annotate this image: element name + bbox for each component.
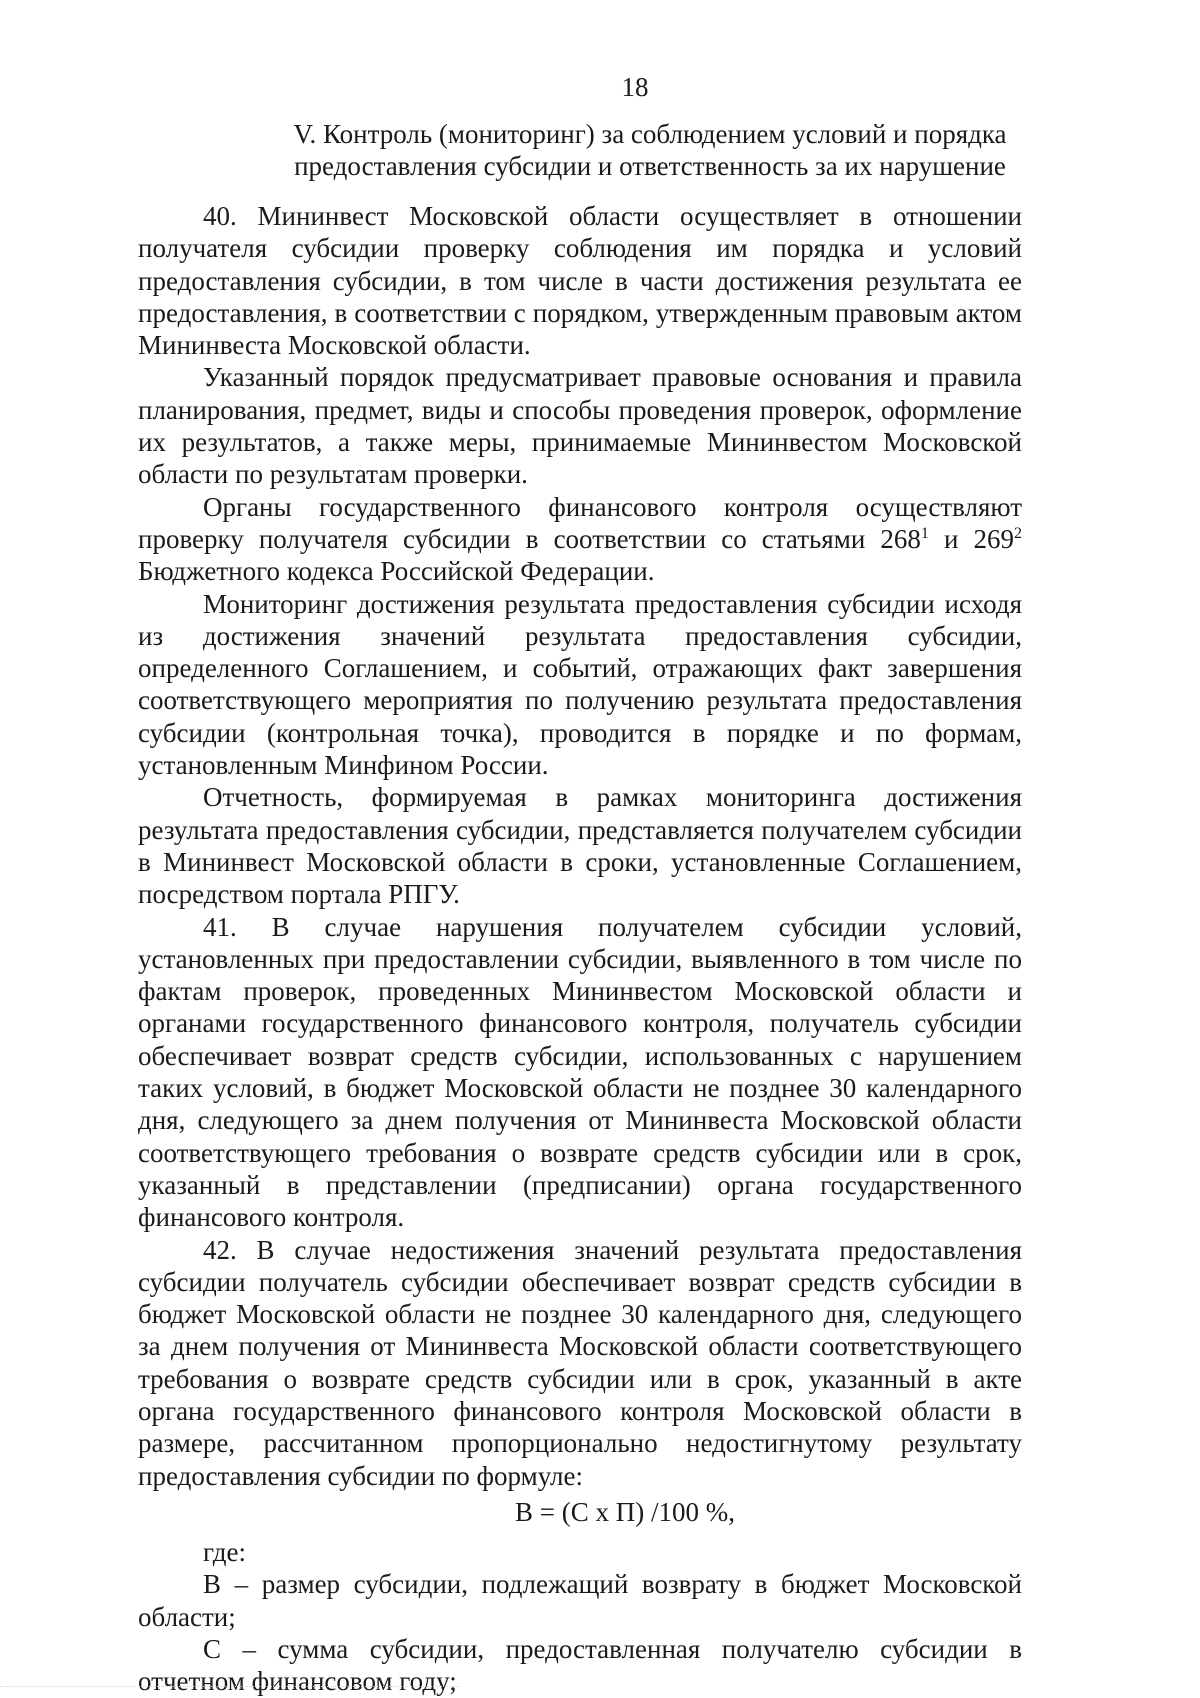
refund-formula: В = (С х П) /100 %,: [515, 1496, 735, 1527]
paragraph-40-monitoring: Мониторинг достижения результата предоставления субсидии исходя из достижения значений результата предоставления субсидии, определенного Соглашением, и событий, отражающих факт завершения соответствующего мероприятия по получению результата предоставления субсидии (контрольная точка), проводится в порядке и по формам, установленным Минфином России.: [138, 588, 1022, 781]
document-body: [138, 200, 1022, 1698]
section-heading: [290, 118, 1010, 182]
formula-where: где:: [203, 1537, 246, 1568]
paragraph-40-financial-control-mid: и 269: [928, 523, 1014, 554]
paragraph-40-financial-control-end: Бюджетного кодекса Российской Федерации.: [138, 556, 655, 587]
paragraph-40: 40. Мининвест Московской области осуществляет в отношении получателя субсидии проверку соблюдения им порядка и условий предоставления субсидии, в том числе в части достижения результата ее предоставления, в соответствии с порядком, утвержденным правовым актом Мининвеста Московской области.: [138, 201, 1022, 361]
paragraph-40-financial-control: [138, 491, 1022, 588]
scan-artifact-line: [0, 1683, 460, 1687]
paragraph-41: 41. В случае нарушения получателем субсидии условий, установленных при предоставлении субсидии, выявленного в том числе по фактам проверок, проведенных Мининвестом Московской области и органами государственного финансового контроля, получатель субсидии обеспечивает возврат средств субсидии, использованных с нарушением таких условий, в бюджет Московской области не позднее 30 календарного дня, следующего за днем получения от Мининвеста Московской области соответствующего требования о возврате средств субсидии или в срок, указанный в представлении (предписании) органа государственного финансового контроля.: [138, 911, 1022, 1233]
definition-c: С – сумма субсидии, предоставленная получателю субсидии в отчетном финансовом году;: [138, 1634, 1022, 1697]
page-number: 18: [621, 72, 649, 102]
definition-b: В – размер субсидии, подлежащий возврату в бюджет Московской области;: [138, 1569, 1022, 1632]
article-superscript-2: 2: [1014, 524, 1022, 542]
section-heading-line-2: предоставления субсидии и ответственность за их нарушение: [294, 151, 1006, 181]
paragraph-40-financial-control-text: Органы государственного финансового контроля осуществляют проверку получателя субсидии в соответствии со статьями 268: [138, 491, 1022, 554]
article-superscript-1: 1: [920, 524, 929, 542]
section-heading-line-1: V. Контроль (мониторинг) за соблюдением условий и порядка: [293, 119, 1007, 149]
paragraph-40-reporting: Отчетность, формируемая в рамках мониторинга достижения результата предоставления субсидии, представляется получателем субсидии в Мининвест Московской области в сроки, установленные Соглашением, посредством портала РПГУ.: [138, 782, 1022, 910]
paragraph-42: 42. В случае недостижения значений результата предоставления субсидии получатель субсидии обеспечивает возврат средств субсидии в бюджет Московской области не позднее 30 календарного дня, следующего за днем получения от Мининвеста Московской области соответствующего требования о возврате средств субсидии или в срок, указанный в акте органа государственного финансового контроля Московской области в размере, рассчитанном пропорционально недостигнутому результату предоставления субсидии по формуле:: [138, 1234, 1022, 1491]
paragraph-40-procedure: Указанный порядок предусматривает правовые основания и правила планирования, предмет, виды и способы проведения проверок, оформление их результатов, а также меры, принимаемые Мининвестом Московской области по результатам проверки.: [138, 362, 1022, 490]
